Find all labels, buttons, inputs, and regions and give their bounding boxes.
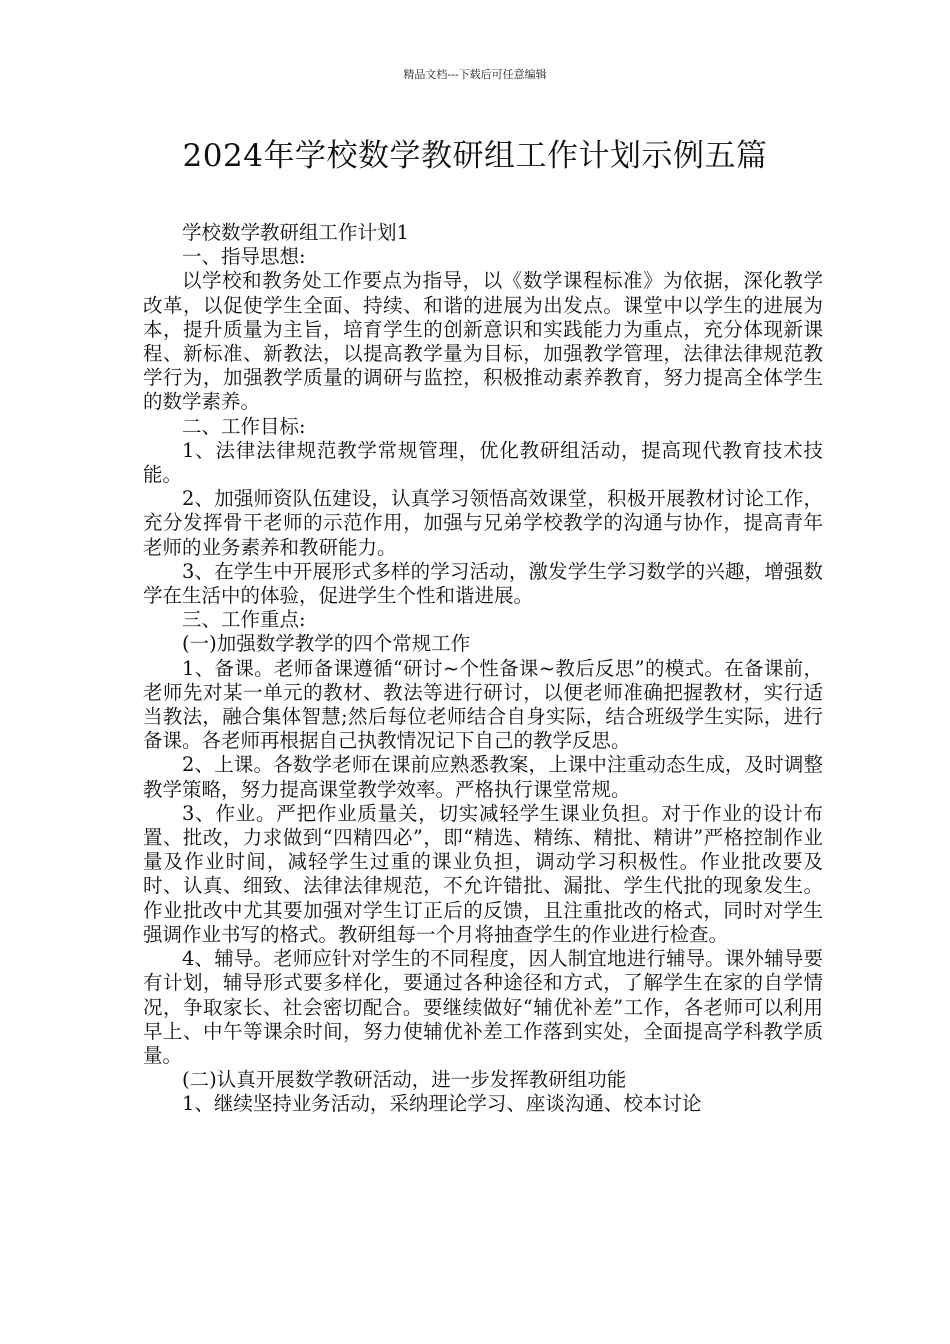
paragraph-goal-2: 2、加强师资队伍建设，认真学习领悟高效课堂，积极开展教材讨论工作，充分发挥骨干老师的示范作用，加强与兄弟学校教学的沟通与协作，提高青年老师的业务素养和教研能力。 [143, 487, 823, 559]
paragraph-research-1: 1、继续坚持业务活动，采纳理论学习、座谈沟通、校本讨论 [182, 1092, 702, 1116]
paragraph-goal-1: 1、法律法律规范教学常规管理，优化教研组活动，提高现代教育技术技能。 [143, 438, 823, 487]
heading-work-focus: 三、工作重点: [182, 608, 306, 632]
paragraph-lesson-prep: 1、备课。老师备课遵循“研讨~个性备课~教后反思”的模式。在备课前，老师先对某一单元的教材、教法等进行研讨，以便老师准确把握教材，实行适当教法，融合集体智慧;然后每位老师结合自身实际，结合班级学生实际，进行备课。各老师再根据自己执教情况记下自己的教学反思。 [143, 656, 823, 753]
section-heading-plan-1: 学校数学教研组工作计划1 [182, 221, 409, 244]
document-title: 2024年学校数学教研组工作计划示例五篇 [182, 138, 768, 174]
heading-guiding-ideology: 一、指导思想: [182, 245, 306, 269]
paragraph-homework: 3、作业。严把作业质量关，切实减轻学生课业负担。对于作业的设计布置、批改，力求做到“四精四必”，即“精选、精练、精批、精讲”严格控制作业量及作业时间，减轻学生过重的课业负担，调动学习积极性。作业批改要及时、认真、细致、法律法律规范，不允许错批、漏批、学生代批的现象发生。作业批改中尤其要加强对学生订正后的反馈，且注重批改的格式，同时对学生强调作业书写的格式。教研组每一个月将抽查学生的作业进行检查。 [143, 801, 823, 946]
heading-work-goals: 二、工作目标: [182, 414, 306, 438]
page-header-note: 精品文档---下载后可任意编辑 [403, 68, 547, 81]
paragraph-guiding-ideology: 以学校和教务处工作要点为指导，以《数学课程标准》为依据，深化教学改革，以促使学生全面、持续、和谐的进展为出发点。课堂中以学生的进展为本，提升质量为主旨，培育学生的创新意识和实践能力为重点，充分体现新课程、新标准、新教法，以提高教学量为目标，加强教学管理，法律法律规范教学行为，加强教学质量的调研与监控，积极推动素养教育，努力提高全体学生的数学素养。 [143, 269, 823, 414]
paragraph-teaching: 2、上课。各数学老师在课前应熟悉教案，上课中注重动态生成，及时调整教学策略，努力提高课堂教学效率。严格执行课堂常规。 [143, 753, 823, 801]
subheading-teaching-research: (二)认真开展数学教研活动，进一步发挥教研组功能 [182, 1068, 627, 1092]
paragraph-goal-3: 3、在学生中开展形式多样的学习活动，激发学生学习数学的兴趣，增强数学在生活中的体验，促进学生个性和谐进展。 [143, 559, 823, 608]
document-body [143, 221, 823, 1117]
subheading-four-routines: (一)加强数学教学的四个常规工作 [182, 632, 471, 656]
paragraph-tutoring: 4、辅导。老师应针对学生的不同程度，因人制宜地进行辅导。课外辅导要有计划，辅导形式要多样化，要通过各种途径和方式，了解学生在家的自学情况，争取家长、社会密切配合。要继续做好“辅优补差”工作，各老师可以利用早上、中午等课余时间，努力使辅优补差工作落到实处，全面提高学科教学质量。 [143, 947, 823, 1067]
